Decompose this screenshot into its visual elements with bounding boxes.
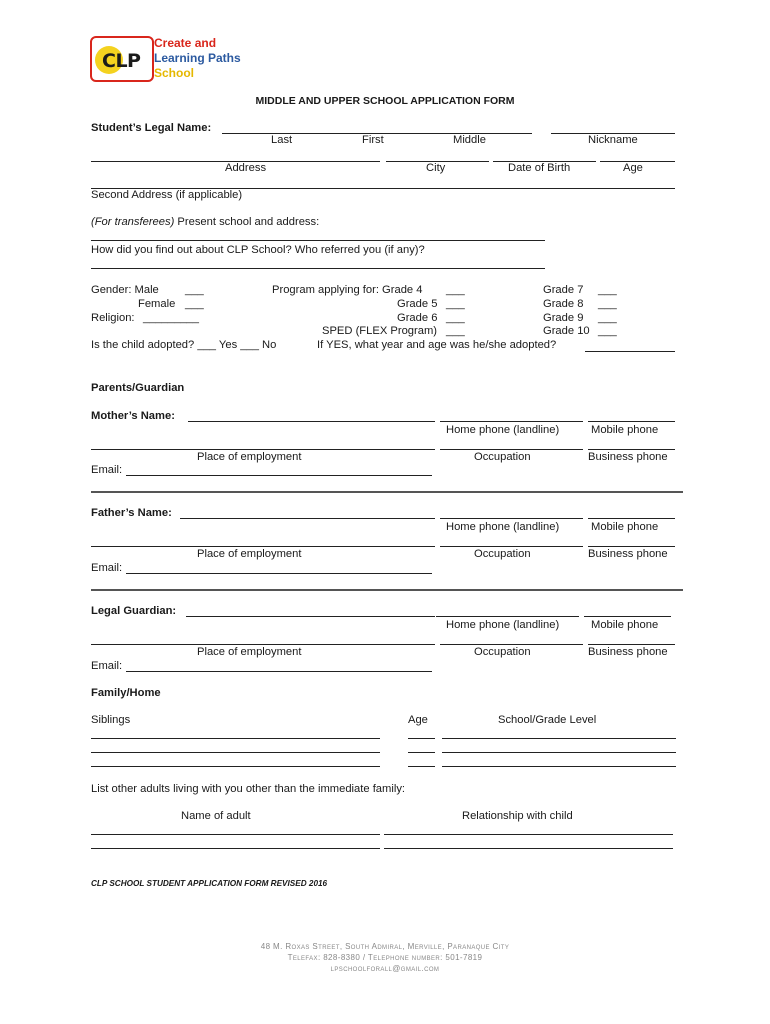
sped-label: SPED (FLEX Program) <box>322 325 438 337</box>
father-occupation-caption: Occupation <box>474 548 531 560</box>
adopted-year-field[interactable] <box>585 351 675 352</box>
adopted-year-label: If YES, what year and age was he/she adopted? <box>317 339 557 351</box>
sibling-grade-label: School/Grade Level <box>498 714 597 726</box>
guardian-occupation-caption: Occupation <box>474 646 531 658</box>
grade5-blank[interactable]: ___ <box>446 298 465 310</box>
sibling-name-field[interactable] <box>91 738 380 739</box>
mother-occupation-caption: Occupation <box>474 451 531 463</box>
guardian-occupation-field[interactable] <box>440 644 583 645</box>
middle-caption: Middle <box>453 134 486 146</box>
footer-address: 48 M. Roxas Street, South Admiral, Merville, Paranaque City <box>260 942 510 951</box>
mother-home-phone-caption: Home phone (landline) <box>446 424 560 436</box>
grade8-blank[interactable]: ___ <box>598 298 617 310</box>
father-employment-caption: Place of employment <box>197 548 302 560</box>
transferees-label: (For transferees) Present school and address: <box>91 216 320 228</box>
sibling-grade-field[interactable] <box>442 738 676 739</box>
city-caption: City <box>426 162 446 174</box>
mother-home-phone-field[interactable] <box>440 421 583 422</box>
nickname-caption: Nickname <box>588 134 638 146</box>
adult-relationship-field[interactable] <box>384 834 673 835</box>
grade7-blank[interactable]: ___ <box>598 284 617 296</box>
logo-line-1: Create and <box>154 36 217 50</box>
grade7-label: Grade 7 <box>543 284 584 296</box>
guardian-home-phone-caption: Home phone (landline) <box>446 619 560 631</box>
gender-male-label: Gender: Male <box>91 284 159 296</box>
grade9-blank[interactable]: ___ <box>598 312 617 324</box>
last-caption: Last <box>271 134 293 146</box>
father-email-field[interactable] <box>126 573 432 574</box>
father-occupation-field[interactable] <box>440 546 583 547</box>
grade8-label: Grade 8 <box>543 298 584 310</box>
father-email-label: Email: <box>91 562 123 574</box>
father-mobile-caption: Mobile phone <box>591 521 659 533</box>
mother-business-field[interactable] <box>588 449 675 450</box>
dob-caption: Date of Birth <box>508 162 571 174</box>
program-label-grade4: Program applying for: Grade 4 <box>272 284 423 296</box>
sibling-age-field[interactable] <box>408 752 435 753</box>
referral-field[interactable] <box>91 268 545 269</box>
mother-label: Mother’s Name: <box>91 410 175 422</box>
mother-mobile-caption: Mobile phone <box>591 424 659 436</box>
sped-blank[interactable]: ___ <box>446 325 465 337</box>
religion-label: Religion: <box>91 312 135 324</box>
grade9-label: Grade 9 <box>543 312 584 324</box>
father-name-field[interactable] <box>180 518 435 519</box>
revision-note: CLP SCHOOL STUDENT APPLICATION FORM REVISED 2016 <box>91 879 328 888</box>
legal-name-label: Student’s Legal Name: <box>91 122 212 134</box>
guardian-mobile-caption: Mobile phone <box>591 619 659 631</box>
sibling-name-field[interactable] <box>91 752 380 753</box>
sibling-age-field[interactable] <box>408 766 435 767</box>
guardian-mobile-field[interactable] <box>584 616 671 617</box>
sibling-age-field[interactable] <box>408 738 435 739</box>
logo-line-2: Learning Paths <box>154 51 241 65</box>
grade5-label: Grade 5 <box>397 298 438 310</box>
sibling-name-field[interactable] <box>91 766 380 767</box>
guardian-employment-field[interactable] <box>91 644 435 645</box>
sibling-grade-field[interactable] <box>442 752 676 753</box>
mother-occupation-field[interactable] <box>440 449 583 450</box>
father-home-phone-field[interactable] <box>440 518 583 519</box>
guardian-business-field[interactable] <box>588 644 675 645</box>
other-adults-label: List other adults living with you other than the immediate family: <box>91 783 406 795</box>
father-business-field[interactable] <box>588 546 675 547</box>
mother-name-field[interactable] <box>188 421 435 422</box>
footer-phone: Telefax: 828-8380 / Telephone number: 501-7819 <box>287 953 483 962</box>
parents-heading: Parents/Guardian <box>91 382 185 394</box>
grade10-label: Grade 10 <box>543 325 590 337</box>
female-blank[interactable]: ___ <box>185 298 204 310</box>
guardian-home-phone-field[interactable] <box>436 616 579 617</box>
mother-employment-field[interactable] <box>91 449 435 450</box>
school-logo <box>90 36 154 82</box>
grade10-blank[interactable]: ___ <box>598 325 617 337</box>
adult-name-field[interactable] <box>91 848 380 849</box>
sibling-age-label: Age <box>408 714 428 726</box>
adopted-question: Is the child adopted? ___ Yes ___ No <box>91 339 277 351</box>
age-caption: Age <box>623 162 643 174</box>
guardian-name-field[interactable] <box>186 616 435 617</box>
logo-line-3: School <box>154 66 195 80</box>
father-employment-field[interactable] <box>91 546 435 547</box>
name-of-adult-label: Name of adult <box>181 810 251 822</box>
section-divider <box>91 491 683 493</box>
father-home-phone-caption: Home phone (landline) <box>446 521 560 533</box>
first-caption: First <box>362 134 384 146</box>
mother-email-label: Email: <box>91 464 123 476</box>
mother-email-field[interactable] <box>126 475 432 476</box>
mother-employment-caption: Place of employment <box>197 451 302 463</box>
religion-blank[interactable]: _________ <box>143 312 199 324</box>
grade6-blank[interactable]: ___ <box>446 312 465 324</box>
mother-business-caption: Business phone <box>588 451 668 463</box>
address-caption: Address <box>225 162 267 174</box>
sibling-grade-field[interactable] <box>442 766 676 767</box>
father-mobile-field[interactable] <box>588 518 675 519</box>
grade4-blank[interactable]: ___ <box>446 284 465 296</box>
adult-name-field[interactable] <box>91 834 380 835</box>
male-blank[interactable]: ___ <box>185 284 204 296</box>
second-address-caption: Second Address (if applicable) <box>91 189 243 201</box>
form-title: MIDDLE AND UPPER SCHOOL APPLICATION FORM <box>255 95 515 107</box>
guardian-business-caption: Business phone <box>588 646 668 658</box>
logo-abbr: CLP <box>102 50 141 72</box>
father-label: Father’s Name: <box>91 507 172 519</box>
footer-email: lpschoolforall@gmail.com <box>330 964 440 973</box>
relationship-label: Relationship with child <box>462 810 573 822</box>
guardian-employment-caption: Place of employment <box>197 646 302 658</box>
adult-relationship-field[interactable] <box>384 848 673 849</box>
referral-label: How did you find out about CLP School? Who referred you (if any)? <box>91 244 425 256</box>
guardian-email-label: Email: <box>91 660 123 672</box>
section-divider <box>91 589 683 591</box>
female-label: Female <box>138 298 176 310</box>
siblings-label: Siblings <box>91 714 131 726</box>
mother-mobile-field[interactable] <box>588 421 675 422</box>
guardian-label: Legal Guardian: <box>91 605 177 617</box>
guardian-email-field[interactable] <box>126 671 432 672</box>
father-business-caption: Business phone <box>588 548 668 560</box>
present-school-field[interactable] <box>91 240 545 241</box>
family-heading: Family/Home <box>91 687 161 699</box>
grade6-label: Grade 6 <box>397 312 438 324</box>
